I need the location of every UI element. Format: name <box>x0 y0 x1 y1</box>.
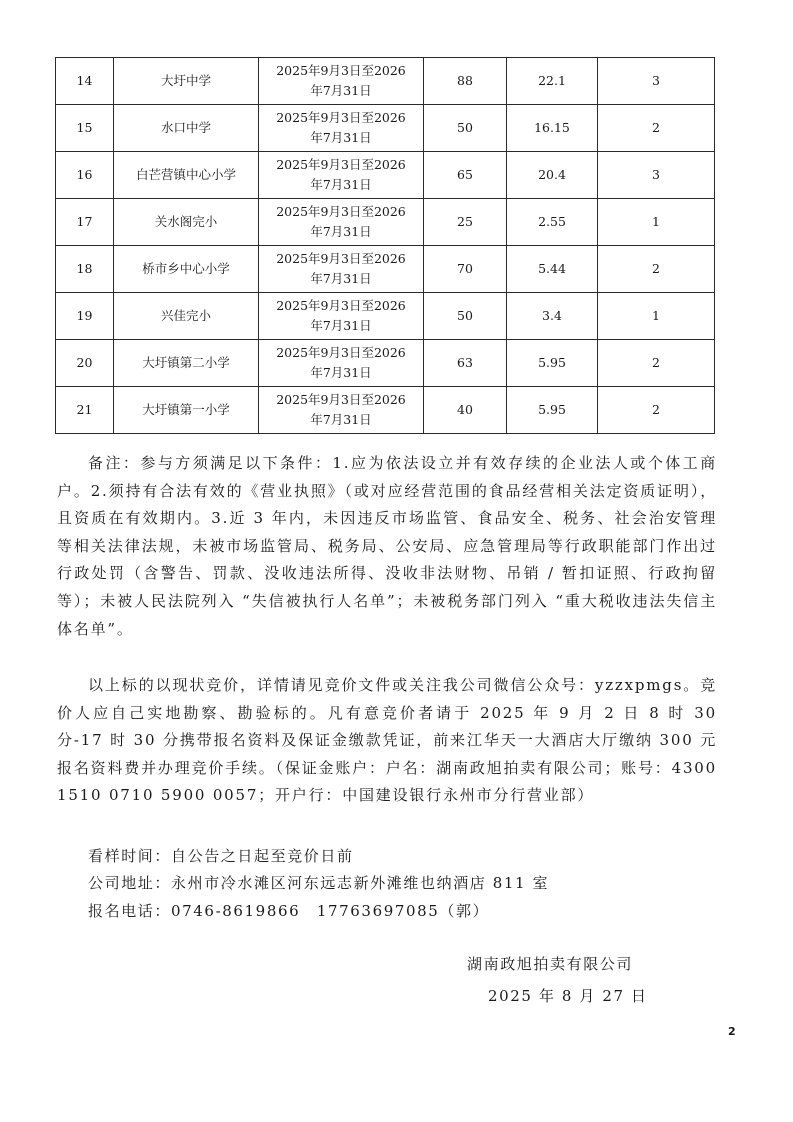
lease-period-end: 年7月31日 <box>310 365 372 380</box>
seat-count-cell: 88 <box>424 58 507 105</box>
seat-count-cell: 65 <box>424 152 507 199</box>
viewing-time: 看样时间：自公告之日起至竞价日前 <box>88 847 354 865</box>
page-number: 2 <box>728 1025 736 1038</box>
row-number-cell: 17 <box>56 199 114 246</box>
price-cell: 5.95 <box>507 387 598 434</box>
quantity-cell: 2 <box>598 246 715 293</box>
row-number-cell: 20 <box>56 340 114 387</box>
row-number-cell: 18 <box>56 246 114 293</box>
seat-count-cell: 25 <box>424 199 507 246</box>
notes-paragraph: 备注：参与方须满足以下条件：1.应为依法设立并有效存续的企业法人或个体工商户。2.须持有合法有效的《营业执照》（或对应经营范围的食品经营相关法定资质证明），且资质在有效期内。3.近 3 年内，未因违反市场监管、食品安全、税务、社会治安管理等相关法律法规，未被市场监管局、税务局、公安局、应急管理局等行政职能部门作出过行政处罚（含警告、罚款、没收违法所得、没收非法财物、吊销 / 暂扣证照、行政拘留等）；未被人民法院列入 “失信被执行人名单”；未被税务部门列入 “重大税收违法失信主体名单”。 <box>57 454 717 638</box>
quantity-cell: 1 <box>598 199 715 246</box>
seat-count-cell: 63 <box>424 340 507 387</box>
table-row <box>56 246 715 293</box>
price-cell: 5.44 <box>507 246 598 293</box>
school-name-cell: 水口中学 <box>114 105 259 152</box>
bidding-paragraph: 以上标的以现状竞价，详情请见竞价文件或关注我公司微信公众号：yzzxpmgs。竞价人应自己实地勘察、勘验标的。凡有意竞价者请于 2025 年 9 月 2 日 8 时 30 分-17 时 30 分携带报名资料及保证金缴款凭证，前来江华天一大酒店大厅缴纳 300 元报名资料费并办理竞价手续。（保证金账户：户名：湖南政旭拍卖有限公司；账号：4300 1510 0710 5900 0057；开户行：中国建设银行永州市分行营业部） <box>57 676 717 805</box>
table-row <box>56 58 715 105</box>
lease-period-start: 2025年9月3日至2026 <box>276 204 406 219</box>
seat-count-cell: 50 <box>424 293 507 340</box>
seat-count-cell: 50 <box>424 105 507 152</box>
row-number-cell: 14 <box>56 58 114 105</box>
lease-period-end: 年7月31日 <box>310 130 372 145</box>
lease-period-cell <box>259 246 424 293</box>
lease-period-cell <box>259 293 424 340</box>
lease-period-start: 2025年9月3日至2026 <box>276 110 406 125</box>
table-row <box>56 340 715 387</box>
quantity-cell: 2 <box>598 105 715 152</box>
price-cell: 22.1 <box>507 58 598 105</box>
quantity-cell: 2 <box>598 340 715 387</box>
quantity-cell: 2 <box>598 387 715 434</box>
school-name-cell: 大圩镇第一小学 <box>114 387 259 434</box>
quantity-cell: 1 <box>598 293 715 340</box>
registration-phone: 报名电话：0746-8619866 17763697085（郭） <box>88 902 490 920</box>
seat-count-cell: 70 <box>424 246 507 293</box>
lease-period-end: 年7月31日 <box>310 224 372 239</box>
signature-company: 湖南政旭拍卖有限公司 <box>467 955 634 973</box>
lease-period-start: 2025年9月3日至2026 <box>276 392 406 407</box>
table-row <box>56 387 715 434</box>
company-address: 公司地址：永州市冷水滩区河东远志新外滩维也纳酒店 811 室 <box>88 874 550 892</box>
lease-period-cell <box>259 105 424 152</box>
lease-period-end: 年7月31日 <box>310 412 372 427</box>
table-row <box>56 293 715 340</box>
school-name-cell: 关水阁完小 <box>114 199 259 246</box>
school-name-cell: 兴佳完小 <box>114 293 259 340</box>
school-name-cell: 大圩镇第二小学 <box>114 340 259 387</box>
table-row <box>56 105 715 152</box>
table-row <box>56 199 715 246</box>
price-cell: 3.4 <box>507 293 598 340</box>
lease-period-cell <box>259 387 424 434</box>
signature-date: 2025 年 8 月 27 日 <box>488 987 648 1005</box>
table-row <box>56 152 715 199</box>
row-number-cell: 19 <box>56 293 114 340</box>
quantity-cell: 3 <box>598 58 715 105</box>
lots-table-body <box>56 58 715 434</box>
notes-section <box>57 450 717 643</box>
lease-period-end: 年7月31日 <box>310 318 372 333</box>
seat-count-cell: 40 <box>424 387 507 434</box>
lease-period-end: 年7月31日 <box>310 271 372 286</box>
lease-period-end: 年7月31日 <box>310 83 372 98</box>
lease-period-start: 2025年9月3日至2026 <box>276 298 406 313</box>
bidding-section <box>57 672 717 810</box>
lease-period-cell <box>259 58 424 105</box>
lease-period-cell <box>259 199 424 246</box>
school-name-cell: 桥市乡中心小学 <box>114 246 259 293</box>
row-number-cell: 15 <box>56 105 114 152</box>
price-cell: 16.15 <box>507 105 598 152</box>
price-cell: 2.55 <box>507 199 598 246</box>
row-number-cell: 16 <box>56 152 114 199</box>
lease-period-start: 2025年9月3日至2026 <box>276 345 406 360</box>
lease-period-start: 2025年9月3日至2026 <box>276 157 406 172</box>
school-name-cell: 白芒营镇中心小学 <box>114 152 259 199</box>
lots-table <box>55 57 715 434</box>
quantity-cell: 3 <box>598 152 715 199</box>
price-cell: 20.4 <box>507 152 598 199</box>
lease-period-start: 2025年9月3日至2026 <box>276 63 406 78</box>
price-cell: 5.95 <box>507 340 598 387</box>
lease-period-cell <box>259 152 424 199</box>
row-number-cell: 21 <box>56 387 114 434</box>
lease-period-end: 年7月31日 <box>310 177 372 192</box>
school-name-cell: 大圩中学 <box>114 58 259 105</box>
lease-period-start: 2025年9月3日至2026 <box>276 251 406 266</box>
lease-period-cell <box>259 340 424 387</box>
